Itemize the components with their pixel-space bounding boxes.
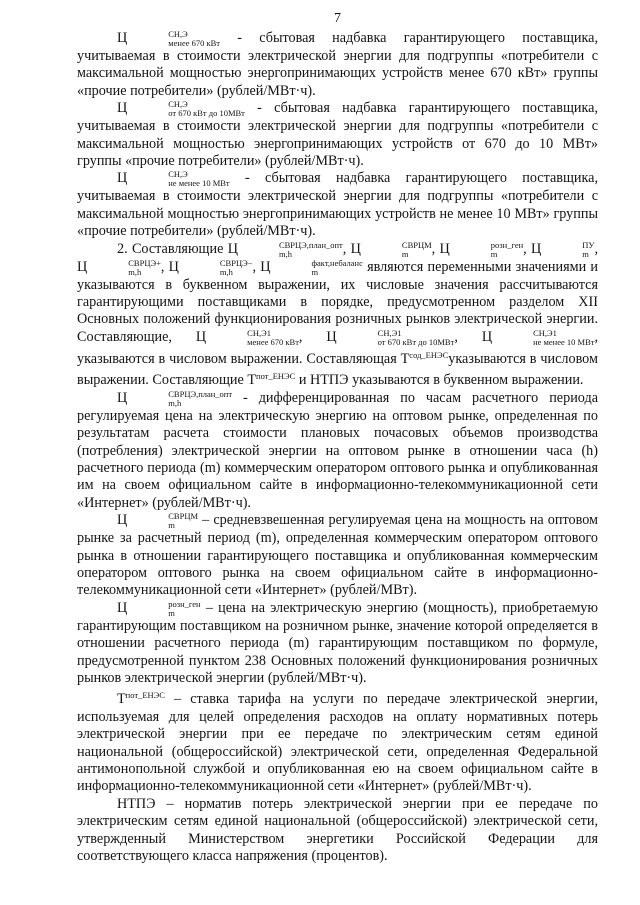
subscript: не менее 10 МВт xyxy=(533,336,595,347)
superscript: факт,небаланс xyxy=(311,257,363,268)
symbol: Ц xyxy=(117,599,128,616)
subscript: менее 670 кВт xyxy=(247,336,299,347)
paragraph-text: - сбытовая надбавка гарантирующего поставщика, учитываемая в стоимости электрической энергии для подгруппы «потребители с максимальной мощностью энергопринимающих устройств от 670 до 10 МВт» группы «прочие потребители» (рублей/МВт·ч). xyxy=(77,100,598,170)
subscript: менее 670 кВт xyxy=(168,38,221,48)
superscript: СВРЦЭ+ xyxy=(128,257,161,268)
superscript: СВРЦЭ,план_опт xyxy=(168,388,233,399)
paragraph-text: являются переменными значениями и указываются в буквенном выражении, их числовые значения рассчитываются гарантирующими поставщиками в порядке, предусмотренном разделом XII Основных положений функционирования розничных рынков электрической энергии. Составляющие, xyxy=(77,258,599,345)
symbol: Ц xyxy=(117,512,128,529)
superscript: СВРЦЭ− xyxy=(219,257,253,268)
superscript: СВРЦМ xyxy=(168,511,199,522)
symbol: Ц xyxy=(77,258,88,275)
paragraph-7 xyxy=(77,600,598,688)
symbol: Т xyxy=(117,691,126,708)
superscript: СВРЦЭ,план_опт xyxy=(278,239,343,250)
paragraph-lead: 2. Составляющие xyxy=(117,240,228,257)
subscript: от 670 кВт до 10МВт xyxy=(168,108,245,119)
symbol: Т xyxy=(247,372,257,389)
paragraph-text: НТПЭ – норматив потерь электрической энергии при ее передаче по электрическим сетям единой национальной (общероссийской) электрической сети, утвержденный Министерством энергетики Российской Федерации для соответствующего класса напряжения (процентов). xyxy=(77,795,598,865)
superscript: ПУ xyxy=(582,239,595,250)
paragraph-9 xyxy=(77,796,598,866)
symbol: Ц xyxy=(439,240,450,257)
symbol: Ц xyxy=(117,389,128,406)
superscript: СН,Э xyxy=(168,29,188,39)
superscript: пот_ЕНЭС xyxy=(125,690,165,701)
superscript: сод_ЕНЭС xyxy=(409,349,449,360)
superscript: розн_ген xyxy=(168,598,201,609)
superscript: СН,Э1 xyxy=(533,327,557,338)
symbol: Ц xyxy=(531,240,542,257)
subscript: m xyxy=(401,248,409,259)
superscript: пот_ЕНЭС xyxy=(256,371,296,382)
paragraph-1 xyxy=(77,30,598,100)
superscript: СВРЦМ xyxy=(401,239,432,250)
symbol: Ц xyxy=(117,30,128,46)
paragraph-text: , указываются в числовом выражении. Составляющая xyxy=(77,328,598,367)
paragraph-text: – средневзвешенная регулируемая цена на мощность на оптовом рынке за расчетный период (m), определенная коммерческим оператором оптового рынка в отношении гарантирующего поставщика и опубликованная коммерческим оператором оптового рынка на своем официальном сайте в информационно-телекоммуникационной сети «Интернет» (рублей/МВт). xyxy=(77,512,598,599)
paragraph-text: - сбытовая надбавка гарантирующего поставщика, учитываемая в стоимости электрической энергии для подгруппы «потребители с максимальной мощностью энергопринимающих устройств менее 670 кВт» группы «прочие потребители» (рублей/МВт·ч). xyxy=(77,30,598,99)
paragraph-text: и НТПЭ указываются в буквенном выражении. xyxy=(295,372,584,389)
paragraph-8 xyxy=(77,687,598,795)
paragraph-6 xyxy=(77,512,598,600)
paragraph-text: указываются в числовом выражении. Составляющие xyxy=(77,350,598,389)
superscript: СН,Э1 xyxy=(377,327,402,338)
superscript: СН,Э1 xyxy=(247,327,271,338)
subscript: от 670 кВт до 10МВт xyxy=(377,336,455,347)
paragraph-3 xyxy=(77,170,598,240)
paragraph-5 xyxy=(77,390,598,512)
subscript: m,h xyxy=(278,248,292,259)
symbol: Ц xyxy=(117,100,128,117)
subscript: m,h xyxy=(219,266,233,277)
subscript: m,h xyxy=(128,266,142,277)
symbol: Ц xyxy=(260,258,271,275)
symbol: Ц xyxy=(326,328,337,345)
superscript: розн_ген xyxy=(490,239,524,250)
paragraph-text: – ставка тарифа на услуги по передаче электрической энергии, используемая для целей определения расходов на оплату нормативных потерь электрической энергии при ее передаче по электрическим сетям единой национальной (общероссийской) электрической сети, определенная Федеральной антимонопольной службой и опубликованная ею на своем официальном сайте в информационно-телекоммуникационной сети «Интернет» (рублей/МВт·ч). xyxy=(77,691,598,795)
paragraph-text: – цена на электрическую энергию (мощность), приобретаемую гарантирующим поставщиком на розничном рынке, значение которой определяется в отношении расчетного периода (m) гарантирующим поставщиком по формуле, предусмотренной пунктом 238 Основных положений функционирования розничных рынков электрической энергии (рублей/МВт·ч). xyxy=(77,599,598,686)
symbol: Ц xyxy=(168,258,179,275)
symbol: Ц xyxy=(350,240,361,257)
superscript: СН,Э xyxy=(168,169,188,180)
subscript: m xyxy=(582,248,589,259)
subscript: m xyxy=(168,520,175,531)
subscript: m xyxy=(311,266,319,277)
symbol: Ц xyxy=(117,170,128,187)
superscript: СН,Э xyxy=(168,99,188,110)
paragraph-text: - сбытовая надбавка гарантирующего поставщика, учитываемая в стоимости электрической энергии для подгруппы «потребители с максимальной мощностью энергопринимающих устройств не менее 10 МВт» группы «прочие потребители» (рублей/МВт·ч). xyxy=(77,170,598,240)
symbol: Ц xyxy=(195,328,207,345)
paragraph-4: 2. Составляющие Ц СВРЦЭ,план_опт m,h , Ц СВРЦМ m , Ц розн_ген m , Ц ПУ m , Ц СВРЦЭ+ m,h , Ц СВРЦЭ− m,h , Ц факт,небаланс m являются переменными значениями и указываются в буквенном выражении, их числовые значения рассчитываются гарантирующими поставщиками в порядке, предусмотренном разделом XII Основных положений функционирования розничных рынков электрической энергии. Составляющие, Ц СН,Э1 менее 670 кВт , Ц СН,Э1 от 670 кВт до 10МВт , Ц СН,Э1 не менее 10 МВт , указываются в числовом выражении. Составляющая $Т^{сод\_ЕНЭС}указываются$ в числовом выражении. Составляющие $Т^{пот\_ЕНЭС}$ и НТПЭ указываются в буквенном выражении. xyxy=(77,239,599,389)
symbol: Ц xyxy=(481,328,493,345)
subscript: m xyxy=(490,248,498,259)
subscript: m,h xyxy=(168,397,182,408)
page-number: 7 xyxy=(334,11,341,26)
subscript: не менее 10 МВт xyxy=(168,178,230,189)
paragraph-text: - дифференцированная по часам расчетного периода регулируемая цена на электрическую энергию на оптовом рынке, определенная по результатам расчета стоимости плановых почасовых объемов производства (потребления) электрической энергии на оптовом рынке в отношении часа (h) расчетного периода (m) коммерческим оператором оптового рынка и опубликованная им на своем официальном сайте в информационно-телекоммуникационной сети «Интернет» (рублей/МВт·ч). xyxy=(77,389,598,511)
subscript: m xyxy=(168,607,175,618)
paragraph-2 xyxy=(77,100,598,170)
symbol: Ц xyxy=(227,240,238,257)
symbol: Т xyxy=(400,350,410,367)
